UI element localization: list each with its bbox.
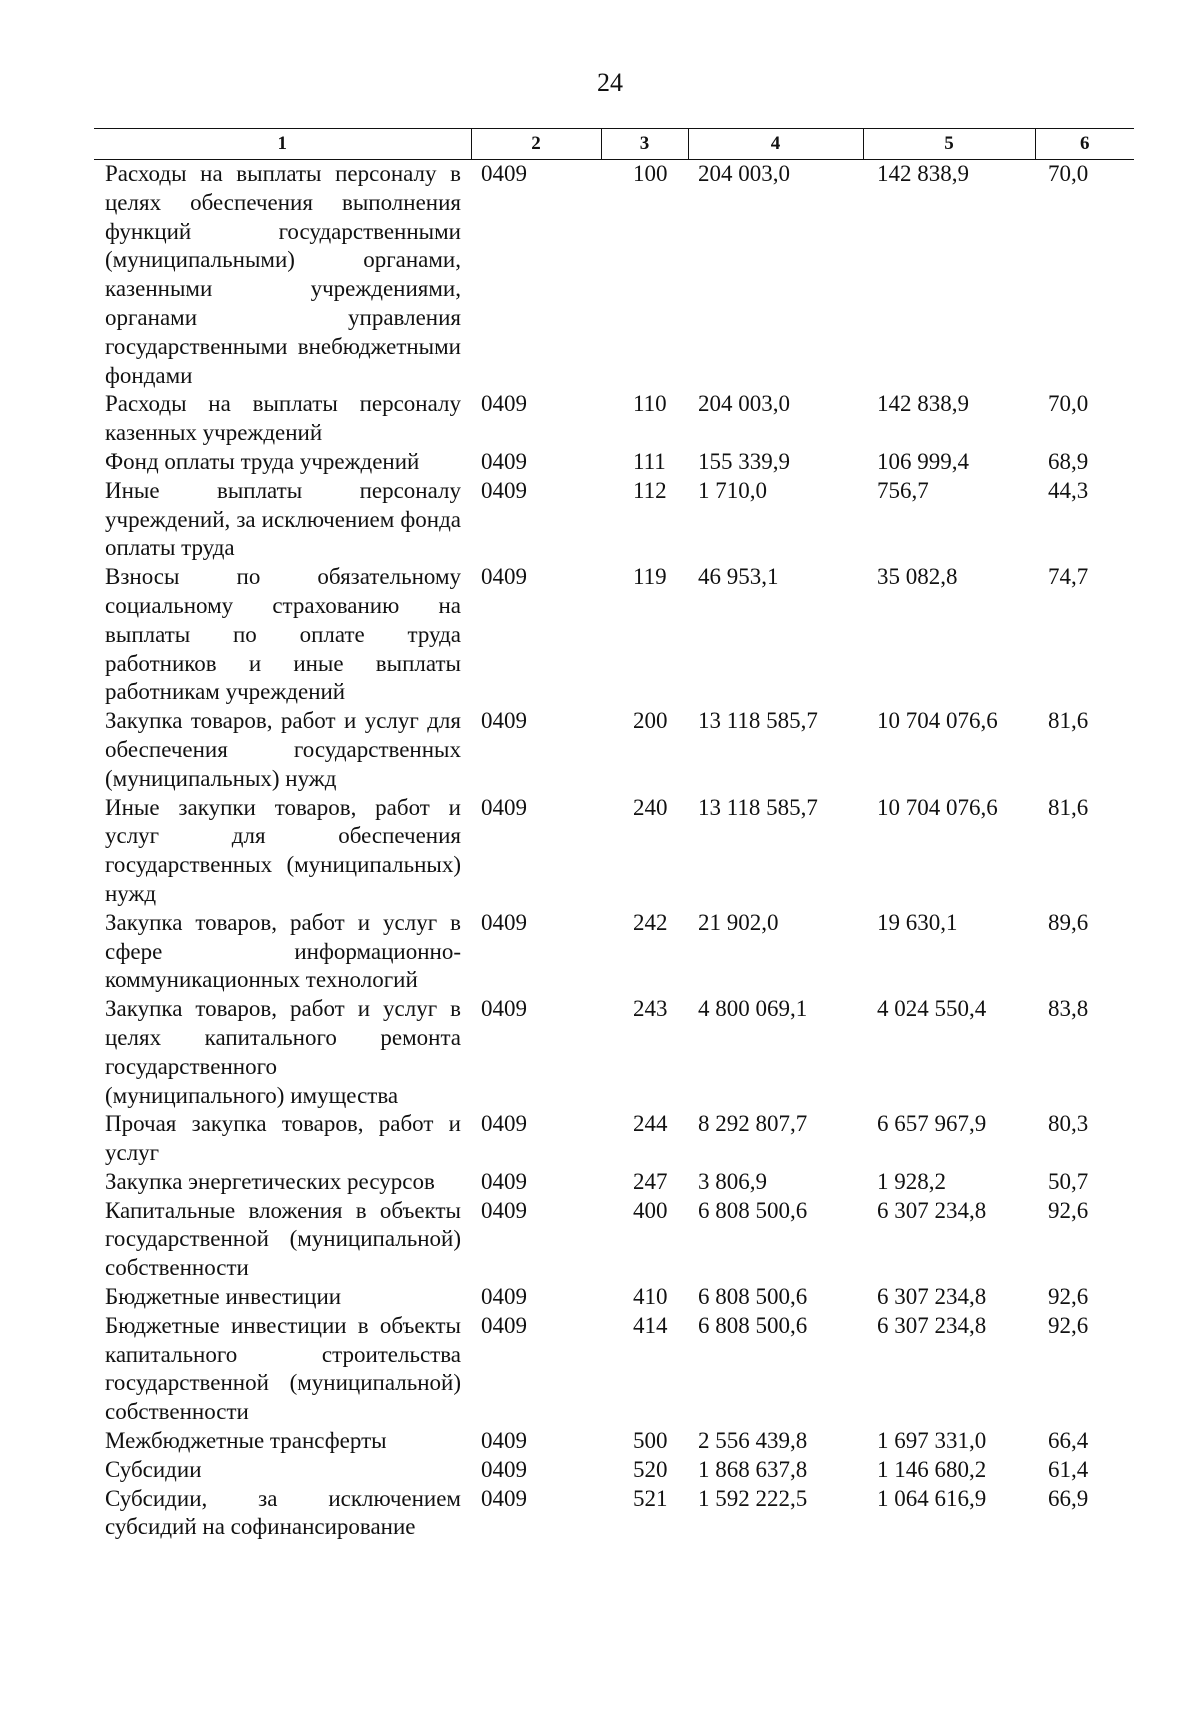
row-actual-amount: 106 999,4	[877, 448, 969, 474]
row-planned-amount: 1 710,0	[698, 477, 767, 503]
row-planned-amount: 204 003,0	[698, 161, 790, 186]
row-execution-percent: 74,7	[1048, 564, 1089, 590]
row-section-code: 0409	[481, 1485, 527, 1511]
table-row	[94, 1283, 1134, 1312]
row-actual-amount: 142 838,9	[877, 391, 969, 417]
row-section-code: 0409	[481, 1197, 527, 1223]
row-execution-percent: 80,3	[1048, 1111, 1089, 1137]
row-expense-type-code: 112	[633, 477, 667, 503]
row-section-code: 0409	[481, 391, 527, 417]
row-expense-type-code: 247	[633, 1168, 668, 1194]
row-actual-amount: 19 630,1	[877, 909, 958, 935]
row-planned-amount: 6 808 500,6	[698, 1312, 808, 1338]
row-execution-percent: 92,6	[1048, 1312, 1089, 1338]
row-name: Закупка товаров, работ и услуг в целях капитального ремонта государственного (муниципального) имущества	[105, 996, 461, 1108]
row-execution-percent: 61,4	[1048, 1456, 1089, 1482]
budget-table	[94, 128, 1134, 1542]
row-planned-amount: 1 592 222,5	[698, 1485, 808, 1511]
row-execution-percent: 89,6	[1048, 909, 1089, 935]
row-execution-percent: 50,7	[1048, 1168, 1089, 1194]
row-actual-amount: 4 024 550,4	[877, 996, 987, 1022]
table-row	[94, 563, 1134, 707]
row-expense-type-code: 244	[633, 1111, 668, 1137]
table-row	[94, 1168, 1134, 1197]
row-expense-type-code: 521	[633, 1485, 668, 1511]
table-row	[94, 1197, 1134, 1283]
table-row	[94, 1485, 1134, 1543]
table-row	[94, 1456, 1134, 1485]
row-execution-percent: 92,6	[1048, 1197, 1089, 1223]
row-execution-percent: 44,3	[1048, 477, 1089, 503]
row-planned-amount: 3 806,9	[698, 1168, 767, 1194]
row-name: Прочая закупка товаров, работ и услуг	[105, 1111, 461, 1166]
row-section-code: 0409	[481, 161, 527, 186]
row-actual-amount: 6 657 967,9	[877, 1111, 987, 1137]
row-name: Расходы на выплаты персоналу казенных учреждений	[105, 391, 461, 446]
row-expense-type-code: 243	[633, 996, 668, 1022]
row-expense-type-code: 100	[633, 161, 668, 186]
row-section-code: 0409	[481, 448, 527, 474]
row-section-code: 0409	[481, 1456, 527, 1482]
row-expense-type-code: 200	[633, 708, 668, 734]
table-row	[94, 1312, 1134, 1427]
row-expense-type-code: 240	[633, 794, 668, 820]
row-planned-amount: 13 118 585,7	[698, 708, 818, 734]
row-name: Бюджетные инвестиции в объекты капитального строительства государственной (муниципальной) собственности	[105, 1312, 461, 1425]
row-execution-percent: 81,6	[1048, 708, 1089, 734]
row-actual-amount: 1 146 680,2	[877, 1456, 987, 1482]
row-section-code: 0409	[481, 1168, 527, 1194]
row-actual-amount: 756,7	[877, 477, 929, 503]
row-name: Закупка товаров, работ и услуг для обеспечения государственных (муниципальных) нужд	[105, 708, 461, 791]
row-name: Закупка энергетических ресурсов	[105, 1168, 435, 1194]
row-section-code: 0409	[481, 1312, 527, 1338]
row-expense-type-code: 110	[633, 391, 667, 417]
row-actual-amount: 10 704 076,6	[877, 708, 998, 734]
row-name: Взносы по обязательному социальному страхованию на выплаты по оплате труда работников и иные выплаты работникам учреждений	[105, 564, 461, 705]
table-row	[94, 1427, 1134, 1456]
row-planned-amount: 8 292 807,7	[698, 1111, 808, 1137]
row-name: Бюджетные инвестиции	[105, 1284, 342, 1310]
row-actual-amount: 10 704 076,6	[877, 794, 998, 820]
row-planned-amount: 21 902,0	[698, 909, 779, 935]
row-planned-amount: 1 868 637,8	[698, 1456, 808, 1482]
row-execution-percent: 81,6	[1048, 794, 1089, 820]
table-body	[94, 160, 1134, 1543]
row-actual-amount: 1 928,2	[877, 1168, 946, 1194]
row-name: Иные выплаты персоналу учреждений, за исключением фонда оплаты труда	[105, 477, 461, 561]
row-planned-amount: 204 003,0	[698, 391, 790, 417]
table-row	[94, 160, 1134, 391]
budget-table-container	[94, 128, 1134, 1542]
row-execution-percent: 68,9	[1048, 448, 1089, 474]
table-header	[94, 129, 1134, 160]
row-planned-amount: 2 556 439,8	[698, 1428, 808, 1454]
row-section-code: 0409	[481, 477, 527, 503]
row-expense-type-code: 242	[633, 909, 668, 935]
table-row	[94, 707, 1134, 793]
row-actual-amount: 1 697 331,0	[877, 1428, 987, 1454]
row-planned-amount: 155 339,9	[698, 448, 790, 474]
row-expense-type-code: 414	[633, 1312, 668, 1338]
row-planned-amount: 4 800 069,1	[698, 996, 808, 1022]
table-row	[94, 995, 1134, 1110]
column-header: 3	[601, 129, 688, 160]
row-expense-type-code: 410	[633, 1284, 668, 1310]
row-actual-amount: 1 064 616,9	[877, 1485, 987, 1511]
table-row	[94, 909, 1134, 995]
row-planned-amount: 46 953,1	[698, 564, 779, 590]
row-execution-percent: 70,0	[1048, 391, 1089, 417]
column-header: 4	[688, 129, 863, 160]
row-name: Межбюджетные трансферты	[105, 1428, 387, 1454]
row-planned-amount: 6 808 500,6	[698, 1197, 808, 1223]
page-number: 24	[597, 68, 623, 97]
row-section-code: 0409	[481, 1284, 527, 1310]
table-row	[94, 390, 1134, 448]
row-expense-type-code: 520	[633, 1456, 668, 1482]
row-name: Иные закупки товаров, работ и услуг для обеспечения государственных (муниципальных) нужд	[105, 794, 461, 906]
row-actual-amount: 35 082,8	[877, 564, 958, 590]
row-name: Субсидии, за исключением субсидий на софинансирование	[105, 1485, 461, 1540]
row-expense-type-code: 119	[633, 564, 667, 590]
row-section-code: 0409	[481, 708, 527, 734]
row-expense-type-code: 400	[633, 1197, 668, 1223]
row-name: Фонд оплаты труда учреждений	[105, 448, 420, 474]
row-section-code: 0409	[481, 909, 527, 935]
row-name: Расходы на выплаты персоналу в целях обеспечения выполнения функций государственными (муниципальными) органами, казенными учреждениями, органами управления государственными внебюджетными фондами	[105, 161, 461, 388]
row-section-code: 0409	[481, 794, 527, 820]
row-section-code: 0409	[481, 564, 527, 590]
row-execution-percent: 83,8	[1048, 996, 1089, 1022]
row-planned-amount: 13 118 585,7	[698, 794, 818, 820]
table-row	[94, 477, 1134, 563]
table-row	[94, 448, 1134, 477]
row-actual-amount: 6 307 234,8	[877, 1284, 987, 1310]
header-row	[94, 129, 1134, 160]
row-execution-percent: 66,4	[1048, 1428, 1089, 1454]
row-name: Капитальные вложения в объекты государственной (муниципальной) собственности	[105, 1197, 461, 1281]
row-name: Закупка товаров, работ и услуг в сфере информационно-коммуникационных технологий	[105, 909, 461, 993]
row-actual-amount: 6 307 234,8	[877, 1197, 987, 1223]
row-section-code: 0409	[481, 1428, 527, 1454]
column-header: 2	[471, 129, 601, 160]
row-actual-amount: 142 838,9	[877, 161, 969, 186]
row-execution-percent: 66,9	[1048, 1485, 1089, 1511]
table-row	[94, 1110, 1134, 1168]
column-header: 1	[94, 129, 471, 160]
row-actual-amount: 6 307 234,8	[877, 1312, 987, 1338]
table-row	[94, 794, 1134, 909]
row-section-code: 0409	[481, 1111, 527, 1137]
column-header: 6	[1035, 129, 1134, 160]
row-expense-type-code: 500	[633, 1428, 668, 1454]
row-expense-type-code: 111	[633, 448, 666, 474]
row-planned-amount: 6 808 500,6	[698, 1284, 808, 1310]
row-execution-percent: 92,6	[1048, 1284, 1089, 1310]
row-name: Субсидии	[105, 1456, 202, 1482]
row-execution-percent: 70,0	[1048, 161, 1089, 186]
column-header: 5	[863, 129, 1035, 160]
row-section-code: 0409	[481, 996, 527, 1022]
